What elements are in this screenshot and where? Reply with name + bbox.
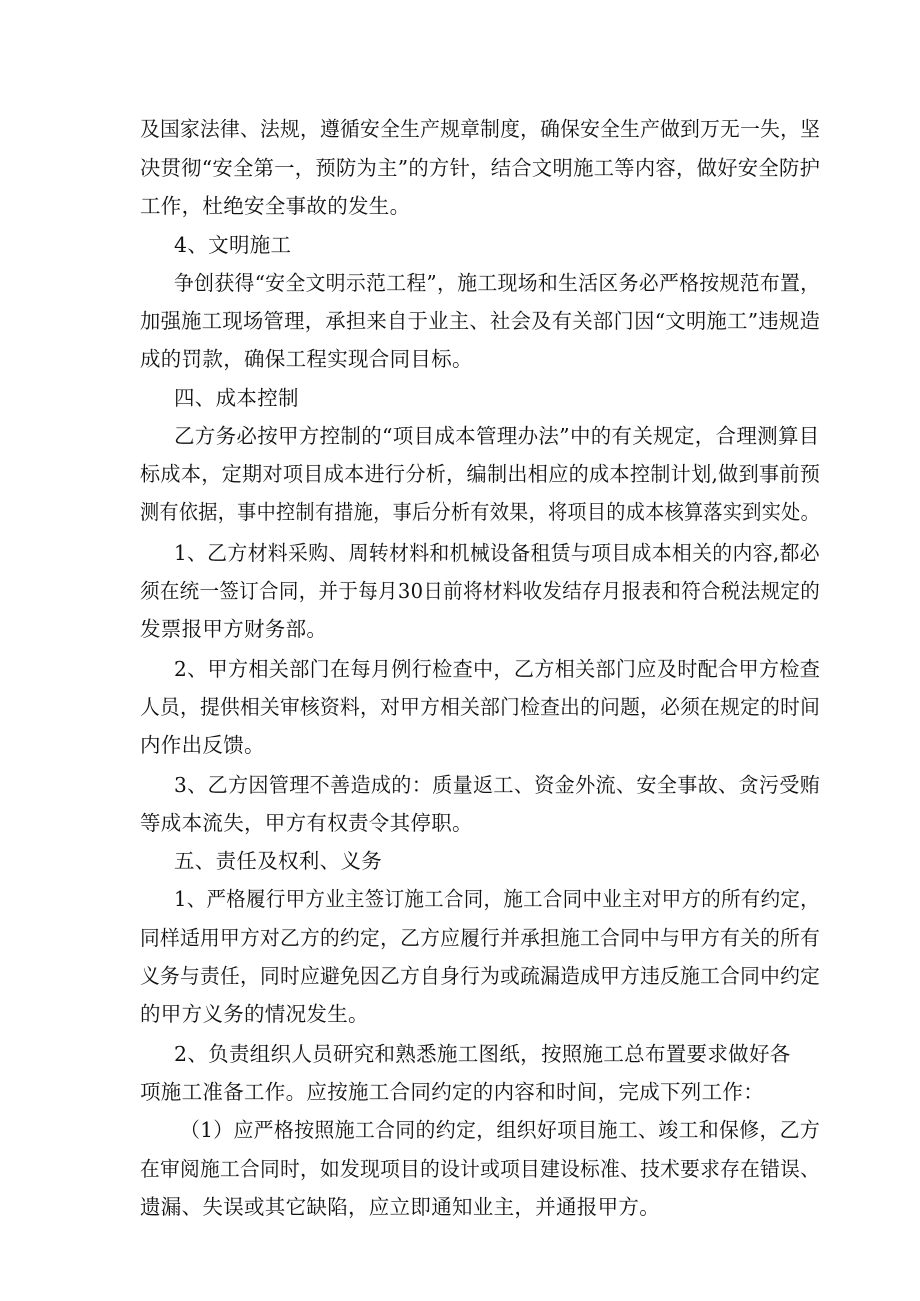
body-text-line: 的甲方义务的情况发生。 (140, 1002, 369, 1026)
body-text-line: 乙方务必按甲方控制的“项目成本管理办法”中的有关规定，合理测算目 (174, 424, 820, 448)
body-text-line: 须在统一签订合同，并于每月30日前将材料收发结存月报表和符合税法规定的 (140, 579, 821, 603)
body-text-line: 义务与责任，同时应避免因乙方自身行为或疏漏造成甲方违反施工合同中约定 (140, 964, 821, 988)
body-text-line: 争创获得“安全文明示范工程”，施工现场和生活区务必严格按规范布置， (174, 271, 821, 295)
body-text-line: 在审阅施工合同时，如发现项目的设计或项目建设标准、技术要求存在错误、 (140, 1157, 821, 1181)
body-text-line: 1、严格履行甲方业主签订施工合同，施工合同中业主对甲方的所有约定， (174, 887, 820, 911)
body-text-line: 及国家法律、法规，遵循安全生产规章制度，确保安全生产做到万无一失，坚 (140, 117, 821, 141)
body-text-line: 项施工准备工作。应按施工合同约定的内容和时间，完成下列工作： (140, 1080, 764, 1104)
body-text-line: 2、负责组织人员研究和熟悉施工图纸，按照施工总布置要求做好各 (174, 1042, 791, 1066)
body-text-line: 工作，杜绝安全事故的发生。 (140, 194, 411, 218)
body-text-line: 发票报甲方财务部。 (140, 617, 328, 641)
body-text-line: 同样适用甲方对乙方的约定，乙方应履行并承担施工合同中与甲方有关的所有 (140, 926, 821, 950)
body-text-line: 遗漏、失误或其它缺陷，应立即通知业主，并通报甲方。 (140, 1195, 660, 1219)
body-text-line: 成的罚款，确保工程实现合同目标。 (140, 347, 473, 371)
body-text-line: 标成本，定期对项目成本进行分析，编制出相应的成本控制计划,做到事前预 (140, 462, 821, 486)
body-text-line: 1、乙方材料采购、周转材料和机械设备租赁与项目成本相关的内容,都必 (174, 541, 820, 565)
body-text-line: 决贯彻“安全第一，预防为主”的方针，结合文明施工等内容，做好安全防护 (140, 156, 821, 180)
body-text-line: 3、乙方因管理不善造成的：质量返工、资金外流、安全事故、贪污受贿 (174, 773, 821, 797)
body-text-line: 2、甲方相关部门在每月例行检查中，乙方相关部门应及时配合甲方检查 (174, 657, 821, 681)
body-text-line: 人员，提供相关审核资料，对甲方相关部门检查出的问题，必须在规定的时间 (140, 695, 821, 719)
body-text-line: 加强施工现场管理，承担来自于业主、社会及有关部门因“文明施工”违规造 (140, 309, 821, 333)
section-heading: 四、成本控制 (174, 386, 299, 410)
body-text-line: （1）应严格按照施工合同的约定，组织好项目施工、竣工和保修，乙方 (180, 1118, 821, 1142)
body-text-line: 等成本流失，甲方有权责令其停职。 (140, 811, 473, 835)
section-heading: 4、文明施工 (174, 233, 292, 257)
body-text-line: 内作出反馈。 (140, 733, 265, 757)
section-heading: 五、责任及权利、义务 (174, 849, 382, 873)
body-text-line: 测有依据，事中控制有措施，事后分析有效果，将项目的成本核算落实到实处。 (140, 500, 820, 524)
